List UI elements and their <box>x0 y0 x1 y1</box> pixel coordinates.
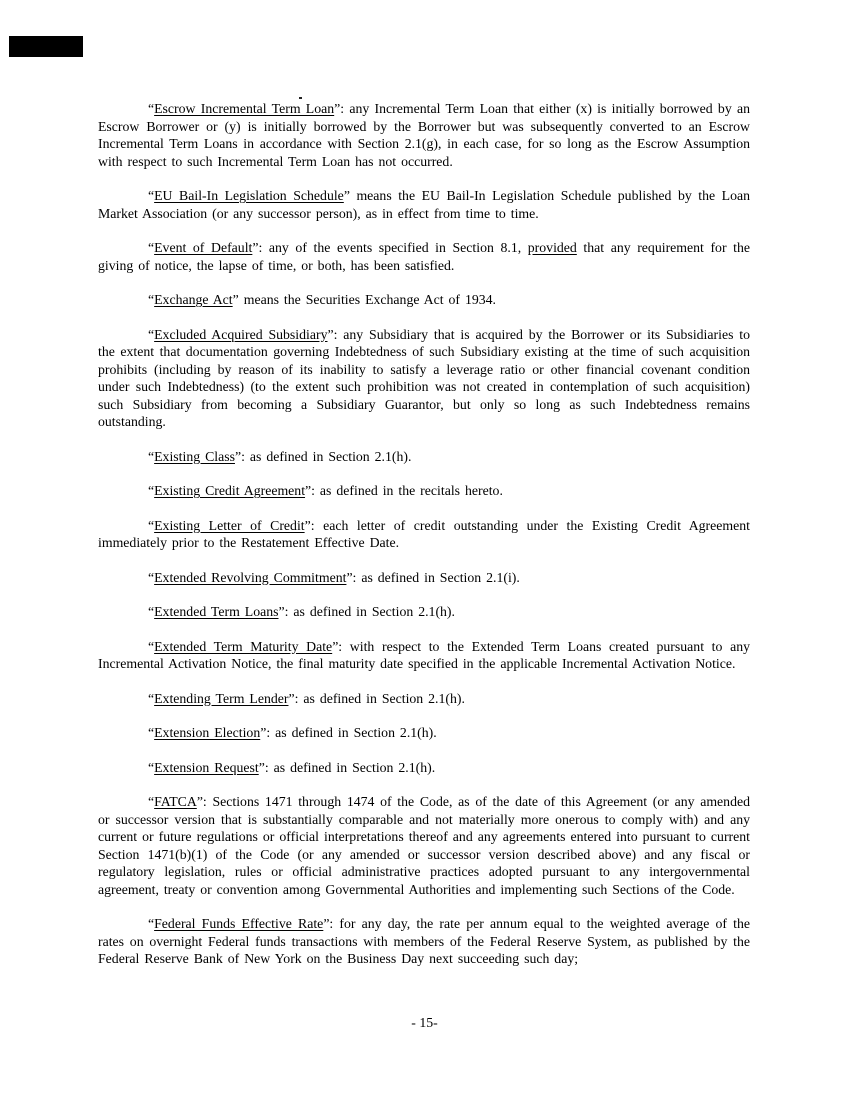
defined-term: Exchange Act <box>154 292 233 307</box>
paragraph-text: “ <box>148 101 155 116</box>
paragraph-text: “ <box>148 759 155 775</box>
paragraph <box>98 100 750 170</box>
paragraph-text: “ <box>148 690 155 706</box>
defined-term: Event of Default <box>154 240 253 255</box>
defined-term: Extension Election <box>154 725 261 740</box>
paragraph <box>98 915 750 968</box>
defined-term: Extended Term Maturity Date <box>154 638 333 654</box>
paragraph-text: “ <box>148 326 155 342</box>
defined-term: Excluded Acquired Subsidiary <box>154 326 328 342</box>
paragraph <box>98 326 750 431</box>
paragraph-text: “ <box>148 292 155 307</box>
paragraph-text: “ <box>148 569 155 585</box>
paragraph-text: “ <box>148 638 155 654</box>
defined-term: Federal Funds Effective Rate <box>154 916 324 931</box>
paragraph-text: “ <box>148 448 155 464</box>
paragraph-text: ” means the Securities Exchange Act of 1934. <box>232 292 497 307</box>
paragraph-text: “ <box>148 604 155 619</box>
paragraph <box>98 448 750 466</box>
paragraph-text: ”: as defined in Section 2.1(i). <box>346 569 520 585</box>
paragraph-text: ”: as defined in Section 2.1(h). <box>234 448 412 464</box>
defined-term: Existing Class <box>154 448 235 464</box>
paragraph <box>98 638 750 673</box>
paragraph-text: that any requirement for the giving of notice, the lapse of time, or both, has been satisfied. <box>98 240 750 273</box>
paragraph-text: “ <box>148 725 155 740</box>
paragraph <box>98 759 750 777</box>
paragraph-text: “ <box>148 188 155 203</box>
defined-term: Existing Credit Agreement <box>154 483 306 498</box>
paragraph <box>98 724 750 742</box>
page-number: - 15- <box>411 1015 438 1030</box>
defined-term: Extending Term Lender <box>154 690 289 706</box>
defined-term: provided <box>527 240 577 255</box>
paragraph-text: ”: any Subsidiary that is acquired by the Borrower or its Subsidiaries to the extent that documentation governing Indebtedness of such Subsidiary existing at the time of such acquisition prohibits (including by reason of its inability to satisfy a leverage ratio or other financial covenant condition under such Indebtedness) (to the extent such prohibition was not created in contemplation of such acquisition) such Subsidiary from becoming a Subsidiary Guarantor, but only so long as such Indebtedness remains outstanding. <box>98 326 750 429</box>
defined-term: Extension Request <box>154 759 259 775</box>
paragraph-text: ”: as defined in Section 2.1(h). <box>278 604 455 619</box>
paragraph-text: ”: as defined in Section 2.1(h). <box>260 725 437 740</box>
paragraph <box>98 603 750 621</box>
scan-artifact-black-box <box>9 36 83 57</box>
defined-term: Escrow Incremental Term Loan <box>154 101 335 116</box>
paragraph <box>98 482 750 500</box>
defined-term: EU Bail-In Legislation Schedule <box>154 188 344 203</box>
paragraph-text: ”: as defined in Section 2.1(h). <box>258 759 436 775</box>
document-body <box>98 83 750 968</box>
paragraph-text: ”: as defined in Section 2.1(h). <box>288 690 465 706</box>
paragraph-text: “ <box>148 483 155 498</box>
defined-term: Extended Revolving Commitment <box>154 569 347 585</box>
paragraph <box>98 291 750 309</box>
defined-term: FATCA <box>154 794 197 809</box>
defined-term: Existing Letter of Credit <box>154 517 305 533</box>
paragraph-text: “ <box>148 240 155 255</box>
paragraph <box>98 517 750 552</box>
paragraph <box>98 239 750 274</box>
paragraph-text: “ <box>148 517 155 533</box>
paragraph <box>98 793 750 898</box>
paragraph-text: “ <box>148 794 155 809</box>
paragraph-text: ”: Sections 1471 through 1474 of the Code, as of the date of this Agreement (or any amended or successor version that is substantially comparable and not materially more onerous to comply with) and any current or future regulations or official interpretations thereof and any agreements entered into pursuant to current Section 1471(b)(1) of the Code (or any amended or successor version described above) and any fiscal or regulatory legislation, rules or official administrative practices adopted pursuant to any intergovernmental agreement, treaty or convention among Governmental Authorities and implementing such Sections of the Code. <box>98 794 750 897</box>
paragraph-text: ”: with respect to the Extended Term Loans created pursuant to any Incremental Activation Notice, the final maturity date specified in the applicable Incremental Activation Notice. <box>98 638 750 671</box>
paragraph-text: ”: any of the events specified in Section 8.1, <box>252 240 528 255</box>
paragraph <box>98 187 750 222</box>
paragraph-text: ”: each letter of credit outstanding under the Existing Credit Agreement immediately prior to the Restatement Effective Date. <box>98 517 750 550</box>
defined-term: Extended Term Loans <box>154 604 279 619</box>
paragraph-text: ”: any Incremental Term Loan that either (x) is initially borrowed by an Escrow Borrower or (y) is initially borrowed by the Borrower but was subsequently converted to an Escrow Incremental Term Loans in accordance with Section 2.1(g), in each case, for so long as the Escrow Assumption with respect to such Incremental Term Loan has not occurred. <box>98 101 751 169</box>
paragraph-text: ”: for any day, the rate per annum equal to the weighted average of the rates on overnight Federal funds transactions with members of the Federal Reserve System, as published by the Federal Reserve Bank of New York on the Business Day next succeeding such day; <box>98 916 750 966</box>
paragraph-text: “ <box>148 916 155 931</box>
paragraph <box>98 569 750 587</box>
paragraph-text: ” means the EU Bail-In Legislation Schedule published by the Loan Market Association (or any successor person), as in effect from time to time. <box>98 188 750 221</box>
paragraph <box>98 690 750 708</box>
paragraph-text: ”: as defined in the recitals hereto. <box>305 483 503 498</box>
